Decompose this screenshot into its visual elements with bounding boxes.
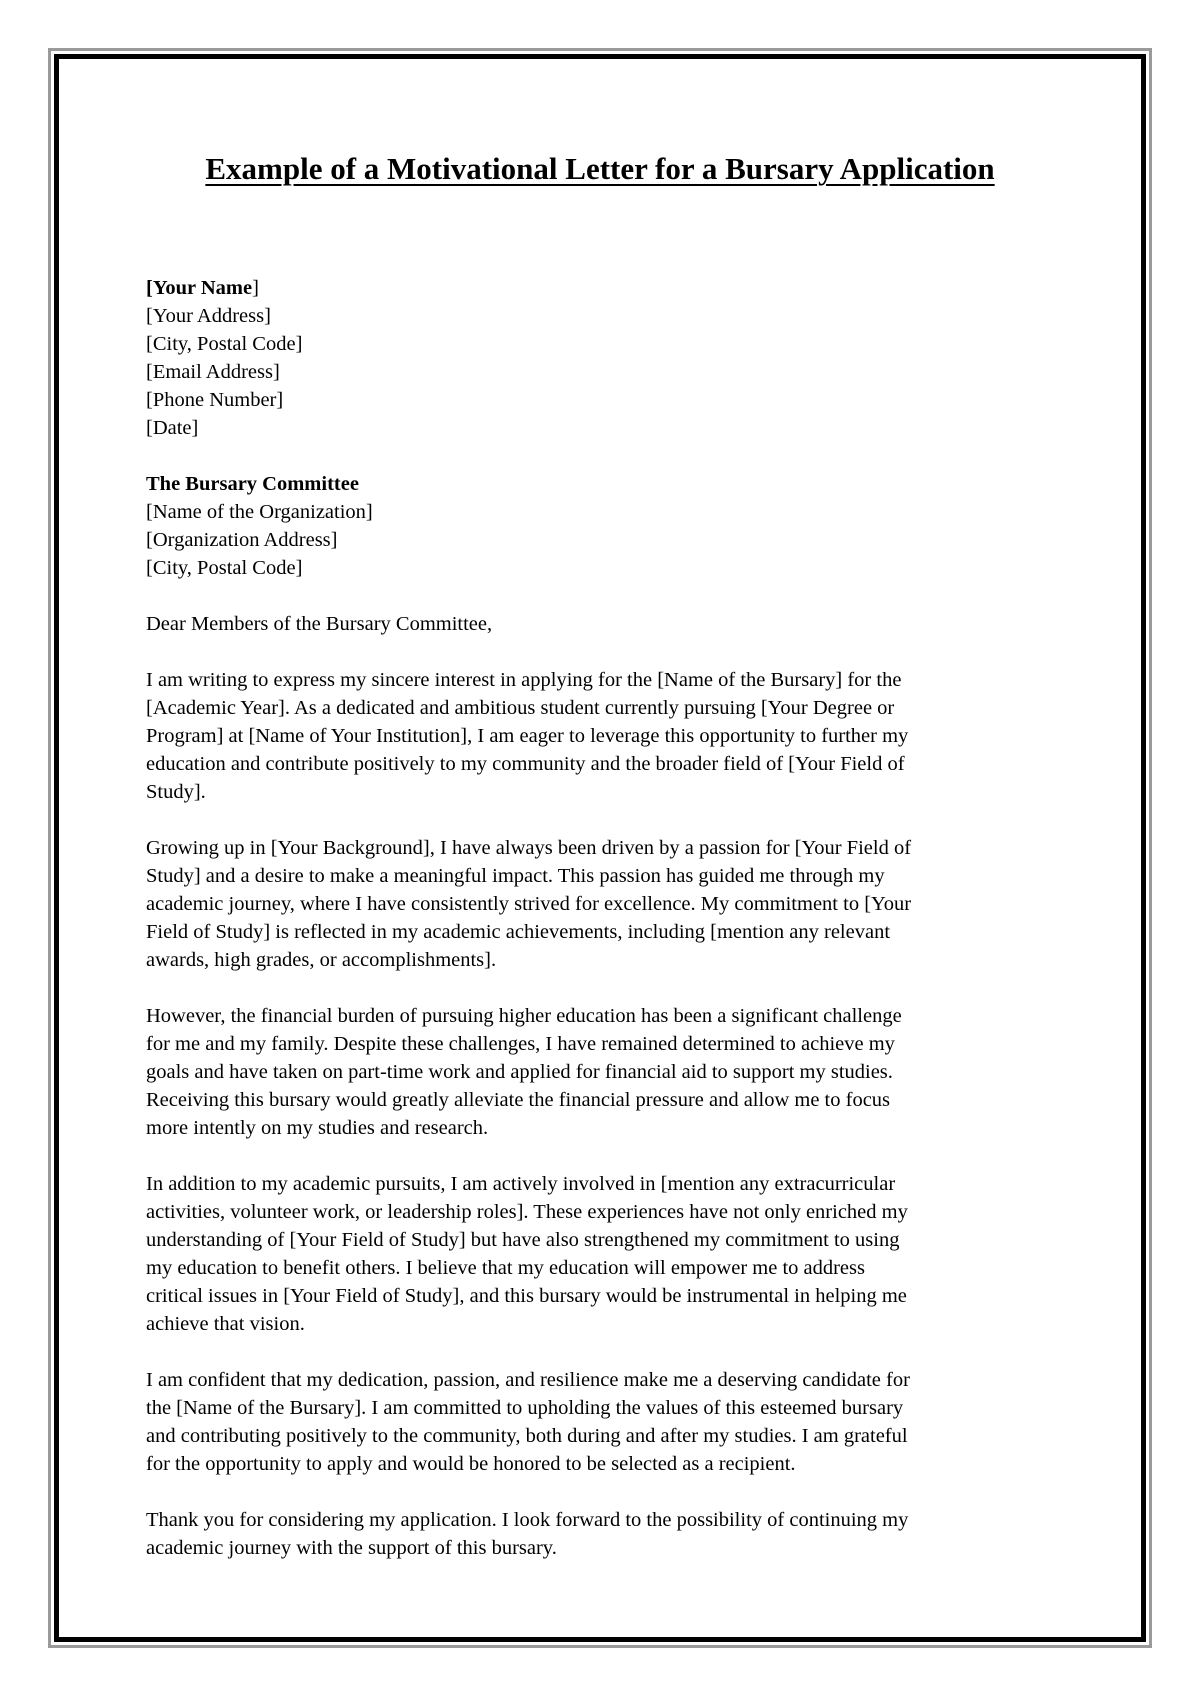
paragraph-line: goals and have taken on part-time work and applied for financial aid to support my studies. — [146, 1061, 893, 1083]
paragraph-line: education and contribute positively to my community and the broader field of [Your Field of — [146, 753, 905, 775]
salutation — [146, 610, 1116, 638]
paragraph-confidence — [146, 1366, 1116, 1478]
sender-email: [Email Address] — [146, 361, 280, 383]
salutation-text: Dear Members of the Bursary Committee, — [146, 613, 493, 635]
letter-body — [146, 274, 1116, 1590]
paragraph-line: activities, volunteer work, or leadership roles]. These experiences have not only enriched my — [146, 1201, 908, 1223]
document-title: Example of a Motivational Letter for a Bursary Application — [205, 151, 995, 186]
sender-name — [146, 274, 1116, 302]
paragraph-line: Program] at [Name of Your Institution], I am eager to leverage this opportunity to further my — [146, 725, 909, 747]
recipient-block — [146, 470, 1116, 582]
paragraph-intro — [146, 666, 1116, 806]
paragraph-line: Receiving this bursary would greatly alleviate the financial pressure and allow me to focus — [146, 1089, 891, 1111]
paragraph-line: [Academic Year]. As a dedicated and ambitious student currently pursuing [Your Degree or — [146, 697, 895, 719]
paragraph-closing — [146, 1506, 1116, 1562]
paragraph-line: achieve that vision. — [146, 1313, 305, 1335]
paragraph-activities — [146, 1170, 1116, 1338]
sender-name-bold: [Your Name — [146, 277, 253, 299]
paragraph-line: more intently on my studies and research. — [146, 1117, 489, 1139]
paragraph-line: critical issues in [Your Field of Study], and this bursary would be instrumental in helping me — [146, 1285, 907, 1307]
paragraph-background — [146, 834, 1116, 974]
paragraph-line: the [Name of the Bursary]. I am committed to upholding the values of this esteemed bursary — [146, 1397, 904, 1419]
paragraph-line: understanding of [Your Field of Study] but have also strengthened my commitment to using — [146, 1229, 900, 1251]
paragraph-line: I am confident that my dedication, passion, and resilience make me a deserving candidate for — [146, 1369, 910, 1391]
paragraph-line: Field of Study] is reflected in my academic achievements, including [mention any relevant — [146, 921, 891, 943]
sender-phone: [Phone Number] — [146, 389, 284, 411]
recipient-city: [City, Postal Code] — [146, 557, 303, 579]
sender-address: [Your Address] — [146, 305, 271, 327]
paragraph-line: and contributing positively to the community, both during and after my studies. I am grateful — [146, 1425, 908, 1447]
paragraph-line: academic journey, where I have consistently strived for excellence. My commitment to [Your — [146, 893, 912, 915]
paragraph-line: Study] and a desire to make a meaningful impact. This passion has guided me through my — [146, 865, 885, 887]
paragraph-line: In addition to my academic pursuits, I am actively involved in [mention any extracurricular — [146, 1173, 896, 1195]
paragraph-financial — [146, 1002, 1116, 1142]
paragraph-line: Study]. — [146, 781, 206, 803]
paragraph-line: my education to benefit others. I believe that my education will empower me to address — [146, 1257, 865, 1279]
recipient-organization: [Name of the Organization] — [146, 501, 373, 523]
paragraph-line: However, the financial burden of pursuing higher education has been a significant challenge — [146, 1005, 902, 1027]
sender-block — [146, 274, 1116, 442]
page-frame-inner — [54, 54, 1146, 1642]
paragraph-line: for the opportunity to apply and would be honored to be selected as a recipient. — [146, 1453, 796, 1475]
paragraph-line: academic journey with the support of this bursary. — [146, 1537, 557, 1559]
paragraph-line: Growing up in [Your Background], I have always been driven by a passion for [Your Field of — [146, 837, 912, 859]
paragraph-line: I am writing to express my sincere interest in applying for the [Name of the Bursary] for the — [146, 669, 902, 691]
paragraph-line: Thank you for considering my application. I look forward to the possibility of continuing my — [146, 1509, 909, 1531]
sender-date: [Date] — [146, 417, 199, 439]
sender-name-bracket: ] — [252, 277, 259, 299]
recipient-committee: The Bursary Committee — [146, 473, 359, 495]
paragraph-line: for me and my family. Despite these challenges, I have remained determined to achieve my — [146, 1033, 895, 1055]
sender-city: [City, Postal Code] — [146, 333, 303, 355]
paragraph-line: awards, high grades, or accomplishments]. — [146, 949, 497, 971]
recipient-address: [Organization Address] — [146, 529, 338, 551]
page-frame-outer — [48, 48, 1152, 1648]
